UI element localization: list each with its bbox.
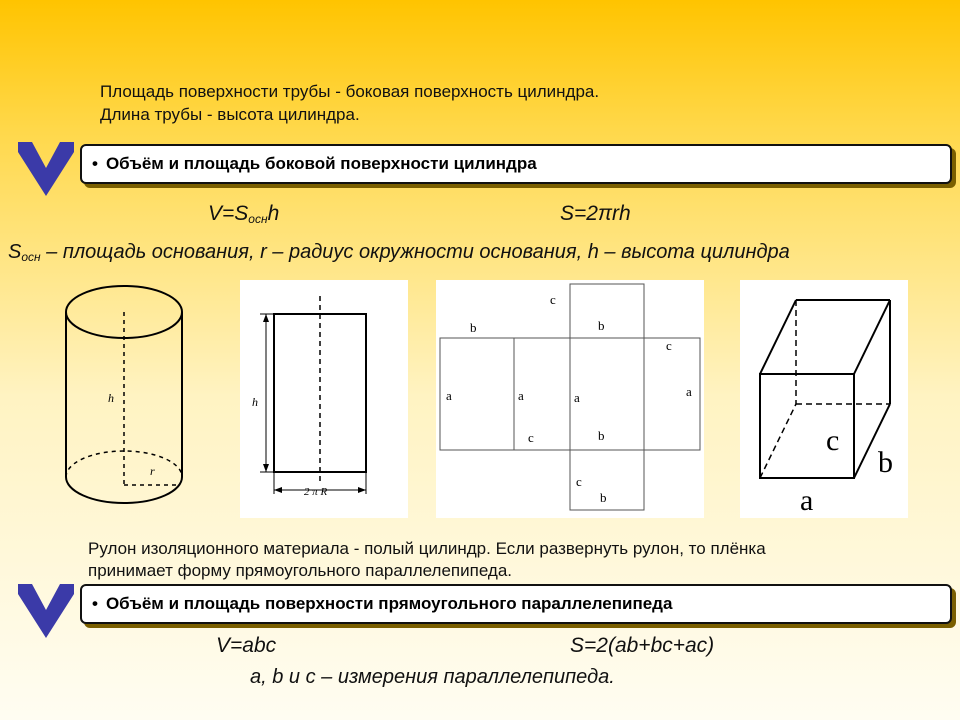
unrolled-h-label: h	[252, 395, 258, 409]
chevron-down-icon	[18, 138, 74, 198]
box-legend: a, b и c – измерения параллелепипеда.	[250, 666, 615, 688]
net-label: a	[686, 384, 692, 399]
net-label: b	[600, 490, 607, 505]
box-volume-formula: V=abc	[216, 634, 277, 657]
net-label: b	[598, 428, 605, 443]
box-c-label: c	[826, 424, 840, 457]
net-label: b	[470, 320, 477, 335]
cylinder-volume-formula: $V=S_{осн}h$	[208, 202, 280, 226]
section-cylinder-header	[80, 144, 952, 184]
section-parallelepiped-header	[80, 584, 952, 624]
net-label: c	[528, 430, 534, 445]
chevron-down-icon	[18, 580, 74, 640]
roll-line-2: принимает форму прямоугольного параллелепипеда.	[88, 561, 512, 580]
unrolled-cylinder-figure	[240, 280, 408, 518]
cylinder-legend: $S_{осн}$ – площадь основания, r – радиус окружности основания, h – высота цилиндра	[8, 241, 790, 264]
net-label: c	[576, 474, 582, 489]
cylinder-h-label: h	[108, 391, 114, 405]
cylinder-r-label: r	[150, 464, 155, 478]
roll-line-1: Рулон изоляционного материала - полый цилиндр. Если развернуть рулон, то плёнка	[88, 539, 766, 558]
roll-text	[88, 538, 766, 582]
cylinder-figure	[58, 282, 190, 504]
parallelepiped-figure	[740, 280, 908, 518]
net-label: b	[598, 318, 605, 333]
intro-text	[100, 80, 599, 126]
intro-line-1: Площадь поверхности трубы - боковая поверхность цилиндра.	[100, 82, 600, 101]
section-cylinder-title: Объём и площадь боковой поверхности цилиндра	[105, 154, 537, 173]
bullet: •	[92, 594, 98, 613]
net-label: a	[518, 388, 524, 403]
section-parallelepiped-title: Объём и площадь поверхности прямоугольного параллелепипеда	[105, 594, 673, 613]
box-net-figure	[436, 280, 704, 518]
net-label: c	[666, 338, 672, 353]
box-a-label: a	[800, 484, 814, 517]
cylinder-area-formula: S=2πrh	[560, 202, 631, 225]
unrolled-width-label: 2 π R	[304, 486, 328, 498]
net-label: a	[446, 388, 452, 403]
net-label: c	[550, 292, 556, 307]
bullet: •	[92, 154, 98, 173]
net-label: a	[574, 390, 580, 405]
box-b-label: b	[878, 446, 893, 479]
box-area-formula: S=2(ab+bc+ac)	[570, 634, 715, 657]
intro-line-2: Длина трубы - высота цилиндра.	[100, 105, 360, 124]
